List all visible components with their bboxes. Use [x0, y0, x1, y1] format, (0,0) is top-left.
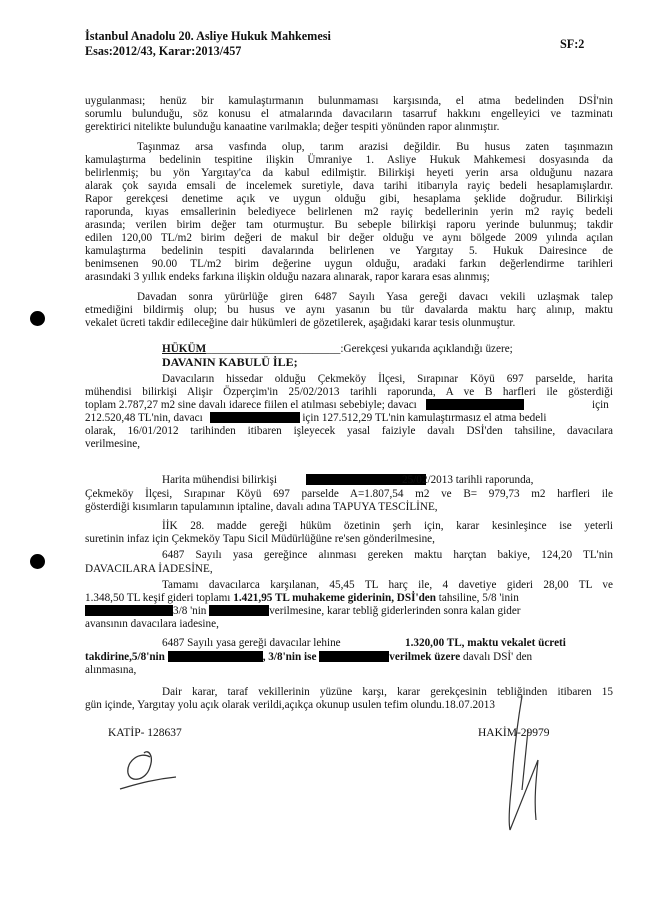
text-line: Çekmeköy İlçesi, Sırapınar Köyü 697 parselde A=1.807,54 m2 ve B= 979,73 m2 harfleri ile	[85, 488, 613, 500]
text-line	[85, 412, 613, 425]
text-segment: 1.421,95 TL muhakeme giderinin, DSİ'den	[233, 592, 436, 604]
case-number: Esas:2012/43, Karar:2013/457	[85, 44, 242, 58]
page-number: SF:2	[560, 37, 585, 51]
punch-hole-2	[30, 554, 45, 569]
text-line: Dair karar, taraf vekillerinin yüzüne karşı, karar gerekçesinin tebliğinden itibaren 15	[162, 686, 613, 698]
text-line	[162, 637, 613, 650]
redaction-bar	[168, 651, 263, 662]
text-line: gerektirici nitelikte bulunduğu kanaatine varılmakla; değer tespiti yönünden rapor alınmıştır.	[85, 121, 500, 133]
text-segment: takdirine,5/8'nin	[85, 651, 165, 663]
text-line: 6487 Sayılı yasa gereğince alınması gereken maktu harçtan bakiye, 124,20 TL'nin	[162, 549, 613, 561]
text-line: vekalet ücreti takdir edileceğine dair hükümleri de gözetilerek, aşağıdaki karar tesis olunmuştur.	[85, 317, 516, 329]
text-line	[85, 605, 613, 618]
text-segment: için 127.512,29 TL'nin kamulaştırmasız el atma bedeli	[302, 412, 547, 424]
text-line: Taşınmaz arsa vasfında olup, tarım arazisi değildir. Bu husus zaten taşınmazın	[137, 141, 613, 153]
text-line: belirlenmiş; bu yön Yargıtay'ca da kabul edilmiştir. Bilirkişi heyeti yerin arsa olduğunu nazara	[85, 167, 613, 179]
text-segment: 3/8 'nin	[173, 605, 207, 617]
text-segment: davalı DSİ' den	[463, 651, 533, 663]
text-line: suretinin infaz için Çekmeköy Tapu Sicil Müdürlüğüne re'sen gönderilmesine,	[85, 533, 435, 545]
accept-heading: DAVANIN KABULÜ İLE;	[162, 355, 298, 369]
text-line: alınmasına,	[85, 664, 137, 676]
text-segment: 6487 Sayılı yasa gereği davacılar lehine	[162, 637, 341, 649]
text-line: Davacıların hissedar olduğu Çekmeköy İlçesi, Sırapınar Köyü 697 parselde, harita	[162, 373, 613, 385]
redaction-bar	[210, 412, 300, 423]
text-line: gün içinde, Yargıtay yolu açık olarak verildi,açıkça okunup usulen tefim olundu.18.07.2013	[85, 699, 495, 711]
text-line: edilen 120,00 TL/m2 birim değeri de makul bir değer olduğu ve aynı bölgede 2009 yılında açılan	[85, 232, 613, 244]
judge-signature	[488, 690, 558, 840]
text-segment: , 3/8'nin ise	[262, 651, 317, 663]
text-segment: için	[592, 399, 609, 411]
text-line: verilmesine,	[85, 438, 140, 450]
text-segment: 25/02/2013 tarihli raporunda,	[402, 474, 534, 486]
court-name: İstanbul Anadolu 20. Asliye Hukuk Mahkemesi	[85, 29, 331, 43]
redaction-bar	[85, 605, 173, 616]
text-line: etmediğini bildirmiş olup; bu husus ve aynı yasanın bu tür davalarda maktu harç alınıp, maktu	[85, 304, 613, 316]
text-line: mühendisi bilirkişi Alişir Özperçim'in 25/02/2013 tarihli raporunda, A ve B harfleri ile gösterdiği	[85, 386, 613, 398]
redaction-bar	[319, 651, 389, 662]
text-segment: Harita mühendisi bilirkişi	[162, 474, 277, 486]
text-line	[85, 592, 613, 605]
text-line: raporunda, kıyas emsallerinin belediyece belirlenen m2 rayiç bedellerinin yerin m2 rayiç bedeli	[85, 206, 613, 218]
text-segment: 1.348,50 TL keşif gideri toplamı	[85, 592, 231, 604]
text-line: arasında; verilen birim değer tam oturmuştur. Bu sebeple bilirkişi raporu yerinde bulunmuş; takdir	[85, 219, 613, 231]
text-line	[85, 399, 613, 412]
text-segment: 212.520,48 TL'nin, davacı	[85, 412, 203, 424]
text-line: DAVACILARA İADESİNE,	[85, 563, 213, 575]
text-line: kamulaştırma bedelinin tespiti davalarında belirlenen ve Yargıtay 5. Hukuk Dairesince de	[85, 245, 613, 257]
text-segment: 1.320,00 TL, maktu vekalet ücreti	[405, 637, 566, 649]
text-segment: tahsiline, 5/8 'inin	[438, 592, 519, 604]
text-line: kamulaştırma bedelinin tespitine ilişkin Ümraniye 1. Asliye Hukuk Mahkemesi dosyasında da	[85, 154, 613, 166]
redaction-bar	[209, 605, 269, 616]
text-line: arasındaki 3 yıllık endeks farkına ilişkin olduğu nazara alınarak, rapor karara esas alınmış;	[85, 271, 490, 283]
text-line: Davadan sonra yürürlüğe giren 6487 Sayılı Yasa gereği davacı vekili uzlaşmak talep	[137, 291, 613, 303]
text-line: Rapor gerekçesi denetime açık ve uygun olduğu gibi, hesaplama şeklide doğrudur. Bilirkişi	[85, 193, 613, 205]
redaction-bar	[426, 399, 524, 410]
text-segment: verilmesine, karar tebliğ giderlerinden sonra kalan gider	[269, 605, 521, 617]
verdict-title: HÜKÜM	[162, 343, 207, 355]
text-line: sorumlu bulunduğu, söz konusu el atmalarında davacıların tasarruf hakkını engelleyici ve tazminatı	[85, 108, 613, 120]
text-line: olarak, 16/01/2012 tarihinden itibaren işleyecek yasal faiziyle davalı DSİ'den tahsiline, davacılara	[85, 425, 613, 437]
judge-label: HAKİM-29979	[478, 727, 550, 739]
text-line: Tamamı davacılarca karşılanan, 45,45 TL harç ile, 4 davetiye gideri 28,00 TL ve	[162, 579, 613, 591]
clerk-label: KATİP- 128637	[108, 727, 182, 739]
text-line	[85, 651, 613, 664]
text-line: uygulanması; henüz bir kamulaştırmanın bulunmaması karşısında, el atma bedelinden DSİ'nin	[85, 95, 613, 107]
text-line: avansının davacılara iadesine,	[85, 618, 219, 630]
clerk-signature	[110, 745, 190, 795]
verdict-underline: ________________________	[206, 343, 341, 355]
text-line: İİK 28. madde gereği hüküm özetinin şerh için, karar kesinleşince ise yeterli	[162, 520, 613, 532]
text-segment: toplam 2.787,27 m2 sine davalı idarece fiilen el atılması sebebiyle; davacı	[85, 399, 417, 411]
punch-hole-1	[30, 311, 45, 326]
text-segment: verilmek üzere	[389, 651, 461, 663]
text-line	[162, 474, 613, 487]
text-line: benimsenen 90.00 TL/m2 birim değerine uygun olduğu, aradaki farkın değerlendirme tarihleri	[85, 258, 613, 270]
verdict-subtitle: :Gerekçesi yukarıda açıklandığı üzere;	[340, 343, 513, 355]
text-line: alarak çok sayıda emsali de incelemek suretiyle, dava tarihi itibarıyla rayiç bedeli hesaplamışlardır.	[85, 180, 613, 192]
text-line: gösterdiği kısımların tapulamının iptaline, davalı adına TAPUYA TESCİLİNE,	[85, 501, 438, 513]
